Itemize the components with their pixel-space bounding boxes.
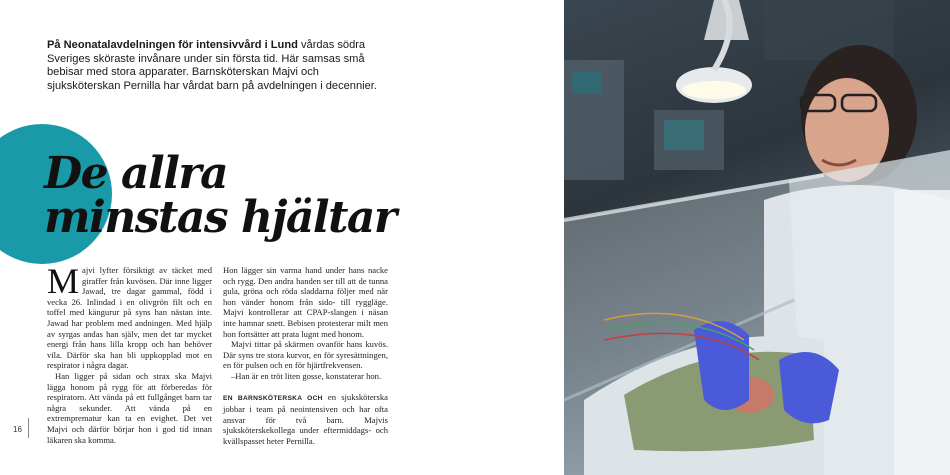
body-paragraph [47,261,212,371]
lead-paragraph [47,39,377,93]
headline-line-1: De allra [44,148,228,199]
body-text: ajvi lyfter försiktigt av täcket med giraffer från kuvösen. Där inne ligger Jawad, tre dagar gammal, född i vecka 26. Inlindad i en olivgrön filt och en toffel med kängurur på syns han nästan inte. Jawad har problem med andningen. Med hjälp av syrgas andas han själv, men det tar mycket energi från hans lilla kropp och han behöver vila. Därför ska han bli uppkopplad mot en respirator i några dagar. [47,265,212,371]
page-number-rule [28,418,29,438]
headline-line-2: minstas hjältar [44,192,396,243]
body-paragraph [223,392,388,447]
body-paragraph: Hon lägger sin varma hand under hans nacke och rygg. Den andra handen ser till att de tunna gula, gröna och röda sladdarna följer med när hon vänder honom från sido- till ryggläge. Majvi kontrollerar att CPAP-slangen i näsan inte hamnar snett. Bebisen protesterar milt men hon fortsätter att prata lugnt med honom. [223,265,388,339]
page-number: 16 [13,425,22,434]
body-text: en sjuksköterska jobbar i team på neointensiven och har ofta ansvar för två barn. Majvis sjuksköterskekollega under eftermiddags- och kvällspasset heter Pernilla. [223,391,388,446]
lead-bold: På Neonatalavdelningen för intensivvård i Lund [47,39,298,51]
body-paragraph: –Han är en tröt liten gosse, konstaterar hon. [231,370,382,381]
body-paragraph: Han ligger på sidan och strax ska Majvi lägga honom på rygg för att förberedas för respiratorn. Att vända på ett fullgånget barn tar några sekunder. Att vända på en extremprematur kan ta en evighet. Det vet Majvi och därför börjar hon i god tid innan läkaren ska komma. [47,370,212,445]
section-caps: EN BARNSKÖTERSKA OCH [223,394,323,402]
photo-illustration [564,0,950,475]
body-paragraph: Majvi tittar på skärmen ovanför hans kuvös. Där syns tre stora kurvor, en för syresättningen, en för pulsen och en för hjärtfrekvensen. [223,339,388,371]
headline [44,148,396,243]
nicu-photo [564,0,950,475]
body-column-2 [223,265,388,447]
body-column-1 [47,261,212,445]
drop-cap: M [47,261,80,301]
lead-rest: vårdas södra Sveriges sköraste invånare under sin första tid. Här samsas små bebisar med stora apparater. Barnsköterskan Majvi och sjuksköterskan Pernilla har vårdat barn på avdelningen i decennier. [47,39,377,92]
